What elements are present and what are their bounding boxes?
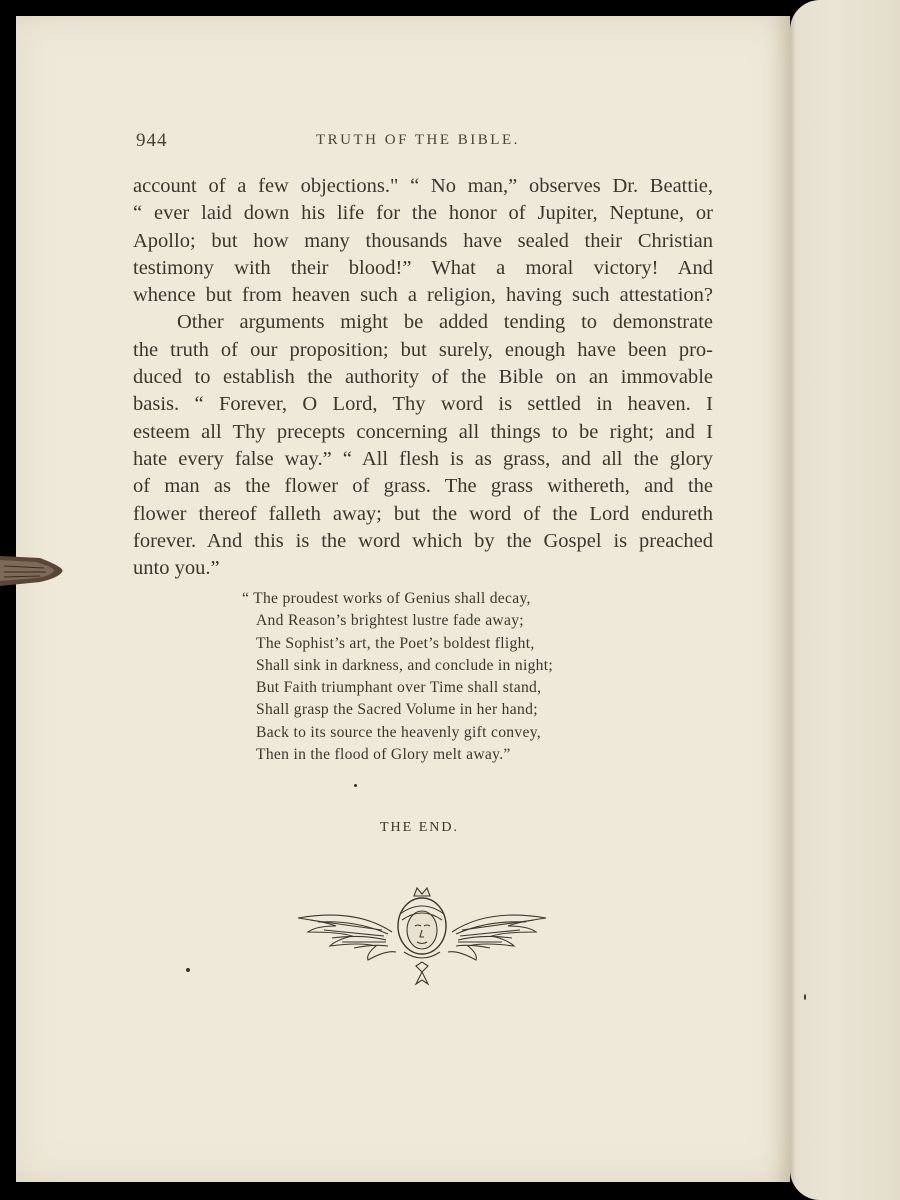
winged-cherub-icon	[296, 880, 548, 992]
text-line: esteem all Thy precepts concerning all things to be right; and I	[133, 420, 713, 443]
text-line: basis. “ Forever, O Lord, Thy word is settled in heaven. I	[133, 393, 713, 416]
running-title: TRUTH OF THE BIBLE.	[316, 132, 520, 148]
text-line: “ ever laid down his life for the honor of Jupiter, Neptune, or	[133, 202, 713, 225]
text-line: account of a few objections." “ No man,” observes Dr. Beattie,	[133, 175, 713, 197]
text-line: duced to establish the authority of the Bible on an immovable	[133, 366, 713, 389]
text-line: the truth of our proposition; but surely, enough have been pro-	[133, 338, 713, 361]
body-text	[133, 173, 713, 582]
page-speck	[354, 784, 357, 787]
poem-line: But Faith triumphant over Time shall stand,	[256, 679, 542, 697]
poem-line: Shall sink in darkness, and conclude in night;	[256, 656, 554, 674]
page-speck	[804, 994, 806, 1000]
text-line: testimony with their blood!” What a moral victory! And	[133, 256, 713, 279]
text-line: Other arguments might be added tending to demonstrate	[177, 311, 713, 334]
poem-line: Back to its source the heavenly gift convey,	[256, 723, 541, 741]
page-header	[136, 130, 716, 158]
poem-line: Shall grasp the Sacred Volume in her hand;	[256, 701, 538, 719]
poem-line: Then in the flood of Glory melt away.”	[256, 746, 511, 764]
text-line: hate every false way.” “ All flesh is as grass, and all the glory	[133, 447, 713, 470]
poem-line: And Reason’s brightest lustre fade away;	[256, 612, 524, 630]
text-line: Apollo; but how many thousands have sealed their Christian	[133, 229, 713, 252]
text-line: of man as the flower of grass. The grass withereth, and the	[133, 475, 713, 498]
poem-line: “ The proudest works of Genius shall decay,	[242, 590, 531, 607]
poem-line: The Sophist’s art, the Poet’s boldest flight,	[256, 634, 535, 652]
page-speck	[186, 968, 190, 972]
poem-quotation	[242, 588, 622, 766]
bookmark-ribbon-icon	[0, 548, 66, 592]
text-line: flower thereof falleth away; but the word of the Lord endureth	[133, 502, 713, 525]
text-line: whence but from heaven such a religion, having such attestation?	[133, 284, 713, 307]
adjacent-page-edge	[790, 0, 900, 1200]
text-line: forever. And this is the word which by the Gospel is preached	[133, 529, 713, 552]
the-end-label: THE END.	[380, 820, 459, 835]
text-line: unto you.”	[133, 557, 220, 580]
page-number: 944	[136, 130, 168, 151]
